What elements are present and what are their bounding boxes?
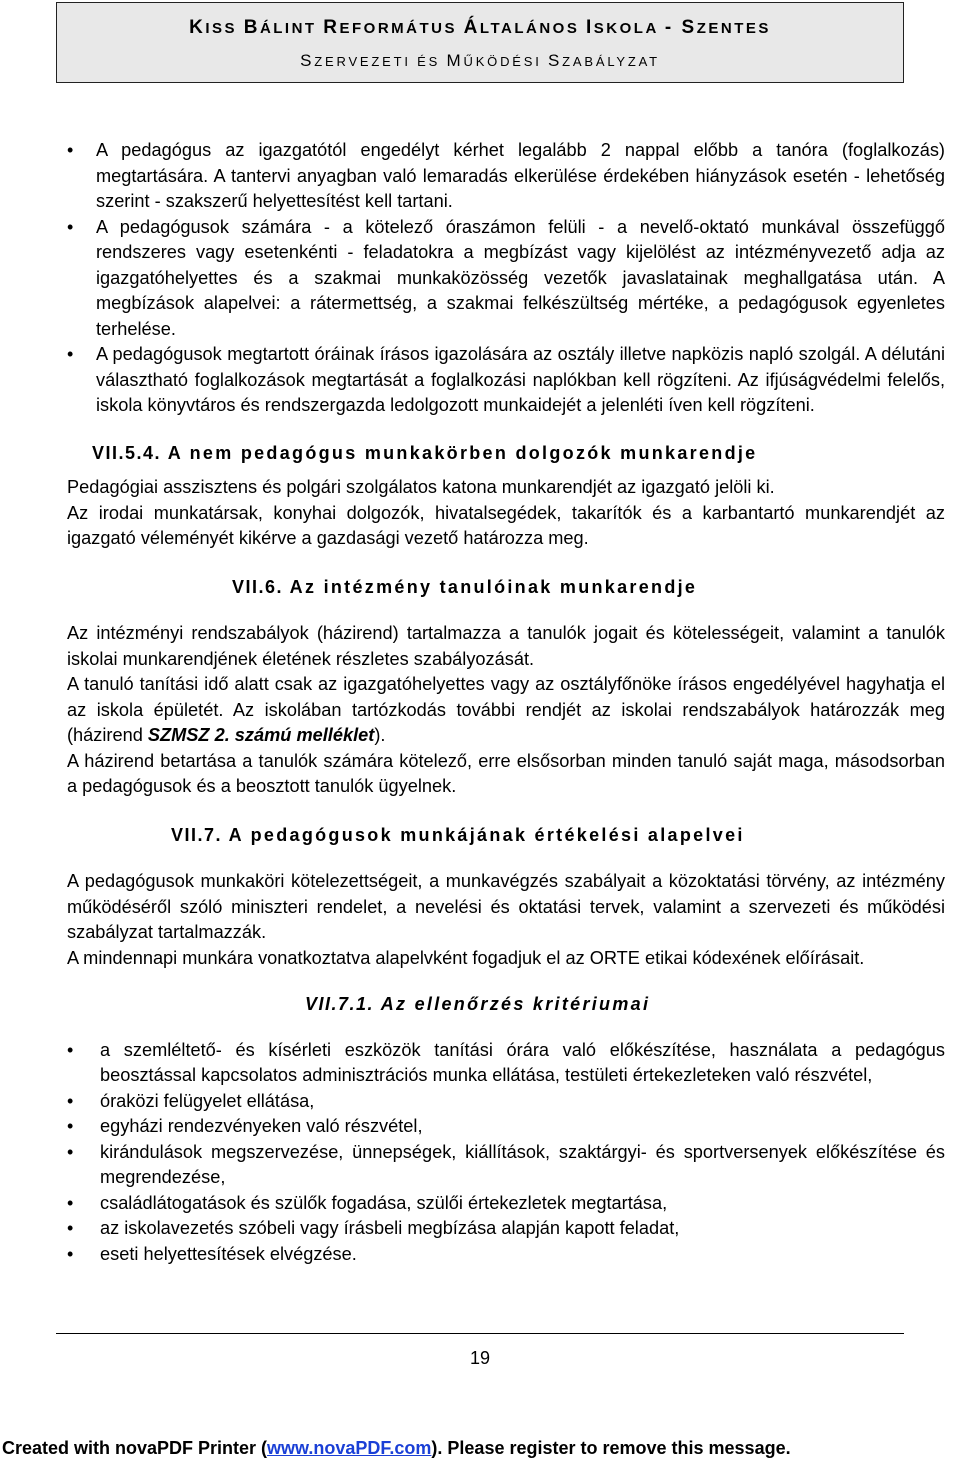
paragraph: A házirend betartása a tanulók számára kötelező, erre elsősorban minden tanuló saját maga, másodsorban a pedagógusok és a beosztott tanulók ügyelnek. [67, 750, 945, 796]
paragraph: Pedagógiai asszisztens és polgári szolgálatos katona munkarendjét az igazgató jelöli ki. [67, 477, 775, 497]
section-heading-7-6: VII.6. Az intézmény tanulóinak munkarendje [232, 576, 698, 597]
annex-reference: SZMSZ 2. számú melléklet [147, 725, 375, 745]
header-subtitle: SZERVEZETI ÉS MŰKÖDÉSI SZABÁLYZAT [300, 51, 660, 70]
header-title: KISS BÁLINT REFORMÁTUS ÁLTALÁNOS ISKOLA - SZENTES [189, 17, 771, 38]
paragraph: A mindennapi munkára vonatkoztatva alapelvként fogadjuk el az ORTE etikai kódexének előírásait. [67, 947, 865, 968]
paragraph: A pedagógusok munkaköri kötelezettségeit, a munkavégzés szabályait a közoktatási törvény, az intézmény működéséről szóló miniszteri rendelet, a nevelési és oktatási tervek, valamint a szervezeti és működési szabályzat tartalmazzák. [67, 871, 945, 942]
page-header [56, 2, 904, 83]
intro-bullet-list [67, 138, 945, 419]
paragraph: Az irodai munkatársak, konyhai dolgozók, hivatalsegédek, takarítók és a karbantartó munkarendjét az igazgató véleményét kikérve a gazdasági vezető határozza meg. [67, 502, 945, 548]
criteria-bullet-list [67, 1038, 945, 1268]
list-item: • a szemléltető- és kísérleti eszközök tanítási órára való előkészítése, használata a pedagógus beosztással kapcsolatos adminisztrációs munka ellátása, testületi értekezleteken való részvétel, [67, 1038, 945, 1089]
section-heading-7-5-4: VII.5.4. A nem pedagógus munkakörben dolgozók munkarendje [92, 442, 758, 463]
paragraph: Az intézményi rendszabályok (házirend) tartalmazza a tanulók jogait és kötelességeit, valamint a tanulók iskolai munkarendjének életének részletes szabályozását. [67, 623, 945, 669]
page-number: 19 [469, 1348, 491, 1368]
list-item: • kirándulások megszervezése, ünnepségek, kiállítások, szaktárgyi- és sportversenyek előkészítése és megrendezése, [67, 1140, 945, 1191]
footer-divider [56, 1333, 904, 1334]
list-item: • családlátogatások és szülők fogadása, szülői értekezletek megtartása, [67, 1191, 945, 1217]
list-item: • óraközi felügyelet ellátása, [67, 1089, 945, 1115]
list-item: • A pedagógusok számára - a kötelező óraszámon felüli - a nevelő-oktató munkával összefüggő rendszeres vagy esetenkénti - feladatokra a megbízást vagy kijelölést az intézményvezető adja az igazgatóhelyettes és a szakmai munkaközösség vezetők javaslatainak meghallgatása után. A megbízások alapelvei: a rátermettség, a szakmai felkészültség mértéke, a pedagógusok egyenletes terhelése. [67, 215, 945, 343]
novapdf-link[interactable]: www.novaPDF.com [267, 1438, 432, 1458]
print-footer: Created with novaPDF Printer (www.novaPDF.com). Please register to remove this message. [2, 1438, 791, 1458]
list-item: • A pedagógusok megtartott óráinak írásos igazolására az osztály illetve napközis napló szolgál. A délutáni választható foglalkozások megtartását a foglalkozási naplókban kell rögzíteni. Az ifjúságvédelmi felelős, iskola könyvtáros és rendszergazda ledolgozott munkaidejét a jelenléti íven kell rögzíteni. [67, 342, 945, 419]
list-item: • az iskolavezetés szóbeli vagy írásbeli megbízása alapján kapott feladat, [67, 1216, 945, 1242]
section-heading-7-7: VII.7. A pedagógusok munkájának értékelési alapelvei [171, 824, 745, 845]
section-heading-7-7-1: VII.7.1. Az ellenőrzés kritériumai [305, 994, 651, 1014]
list-item: • egyházi rendezvényeken való részvétel, [67, 1114, 945, 1140]
paragraph: A tanuló tanítási idő alatt csak az igazgatóhelyettes vagy az osztályfőnöke írásos engedélyével hagyhatja el az iskola épületét. Az iskolában tartózkodás további rendjét az iskolai rendszabályok határozzák meg (házirend SZMSZ 2. számú melléklet). [67, 674, 945, 745]
list-item: • A pedagógus az igazgatótól engedélyt kérhet legalább 2 nappal előbb a tanóra (foglalkozás) megtartására. A tantervi anyagban való lemaradás elkerülése érdekében hiányzások esetén - lehetőség szerint - szakszerű helyettesítést kell tartani. [67, 138, 945, 215]
list-item: • eseti helyettesítések elvégzése. [67, 1242, 945, 1268]
document-body [67, 138, 945, 1267]
